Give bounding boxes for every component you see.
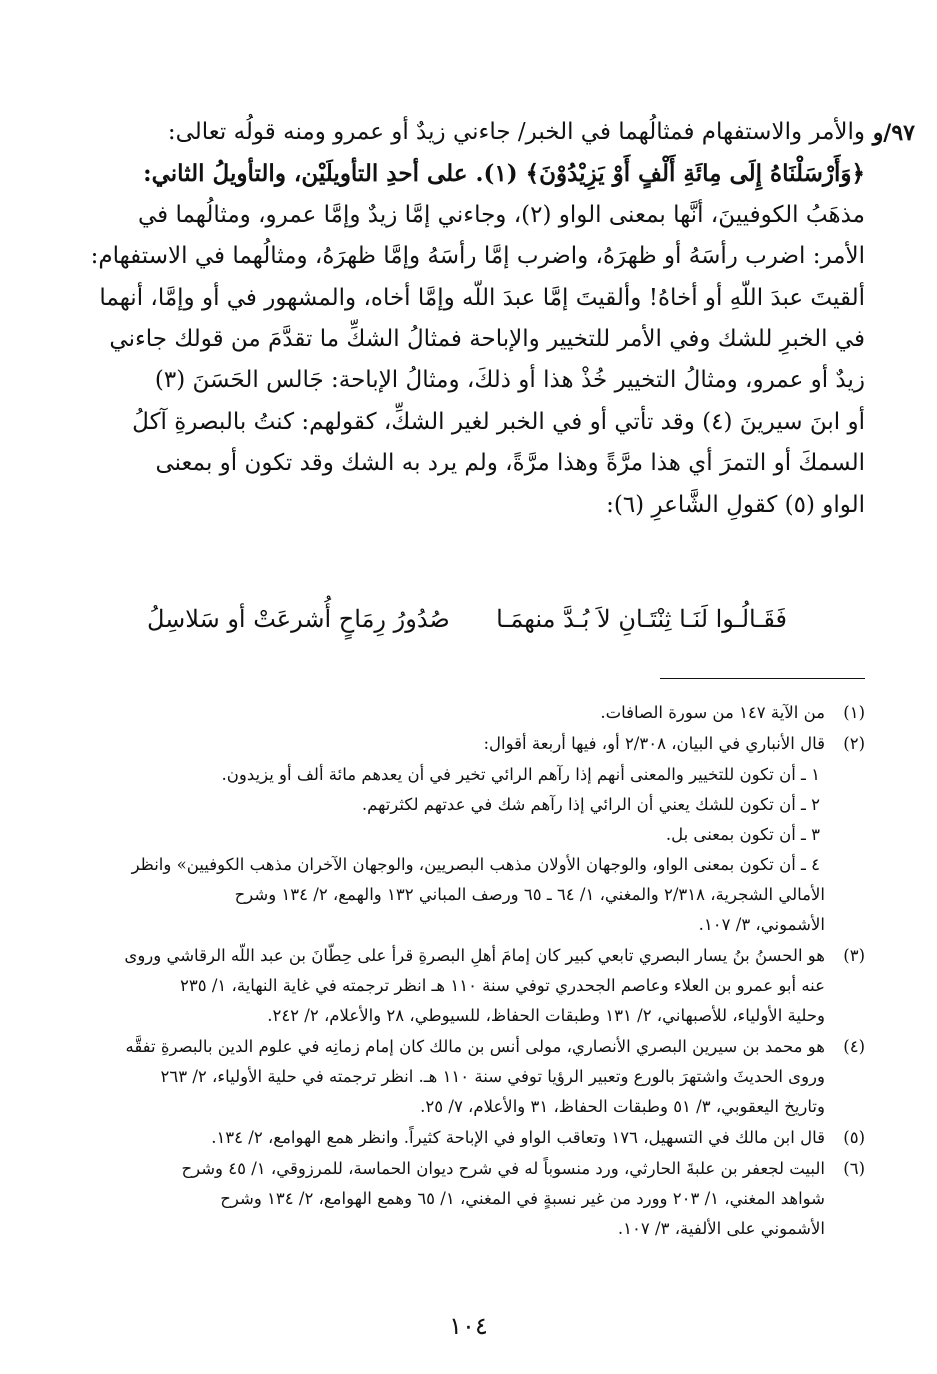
footnote-number: (٥) bbox=[843, 1128, 865, 1147]
footnote-line: قال ابن مالك في التسهيل، ١٧٦ وتعاقب الواو في الإباحة كثيراً. وانظر همع الهوامع، ٢/ ١٣٤. bbox=[211, 1128, 825, 1147]
footnote-line: هو محمد بن سيرين البصري الأنصاري، مولى أنس بن مالك كان إمام زمانِه في علوم الدين بالبصرةِ تفقَّه bbox=[125, 1037, 825, 1056]
footnote-list-item: ٣ ـ أن تكون بمعنى بل. bbox=[665, 825, 820, 844]
footnote-list-item: ٢ ـ أن تكون للشك يعني أن الرائي إذا رآهم شك في عدتهم لكثرتهم. bbox=[361, 795, 820, 814]
footnote-number: (٢) bbox=[843, 734, 865, 753]
footnote-list-item: ٤ ـ أن تكون بمعنى الواو، والوجهان الأولان مذهب البصريين، والوجهان الآخران مذهب الكوفيين» وانظر bbox=[131, 855, 820, 874]
main-text bbox=[85, 112, 865, 526]
body-line: السمكَ أو التمرَ أي هذا مرَّةً وهذا مرَّةً، ولم يرد به الشك وقد تكون أو بمعنى bbox=[155, 450, 865, 477]
footnote-line: قال الأنباري في البيان، ٢/٣٠٨ أو، فيها أربعة أقوال: bbox=[483, 734, 825, 753]
footnote-number: (١) bbox=[843, 703, 865, 722]
page-number: ١٠٤ bbox=[449, 1312, 488, 1340]
verse-second-hemistich: صُدُورُ رِمَاحٍ أُشرعَتْ أو سَلاسِلُ bbox=[147, 605, 450, 633]
body-line: ألقيتَ عبدَ اللّهِ أو أخاهُ! وألقيتَ إمَّا عبدَ اللّه وإمَّا أخاه، والمشهور في أو وإمَّا، أنهما bbox=[99, 284, 865, 311]
footnote-line: وروى الحديثَ واشتهرَ بالورع وتعبير الرؤيا توفي سنة ١١٠ هـ. انظر ترجمته في حلية الأولياء، ٢/ ٢٦٣ bbox=[160, 1067, 825, 1086]
body-line: والأمر والاستفهام فمثالُهما في الخبر/ جاءني زيدٌ أو عمرو ومنه قولُه تعالى: bbox=[167, 119, 865, 145]
footnote-2-items bbox=[75, 760, 865, 880]
body-line: مذهَبُ الكوفيينَ، أنَّها بمعنى الواو (٢)، وجاءني إمَّا زيدٌ وإمَّا عمرو، ومثالُهما في bbox=[138, 201, 865, 228]
footnote-6 bbox=[75, 1154, 865, 1244]
footnote-2 bbox=[75, 729, 865, 759]
verse-first-hemistich: فَقَـالُـوا لَنَـا ثِنْتَـانِ لاَ بُـدَّ منهمَـا bbox=[496, 605, 787, 633]
footnote-number: (٤) bbox=[843, 1037, 865, 1056]
body-line: في الخبرِ للشك وفي الأمر للتخيير والإباحة فمثالُ الشكِّ ما تقدَّمَ من قولك جاءني bbox=[109, 326, 865, 353]
body-line: أو ابنَ سيرينَ (٤) وقد تأتي أو في الخبر لغير الشكِّ، كقولهم: كنتُ بالبصرةِ آكلُ bbox=[132, 408, 865, 435]
footnote-line: وحلية الأولياء، للأصبهاني، ٢/ ١٣١ وطبقات الحفاظ، للسيوطي، ٢٨ والأعلام، ٢/ ٢٤٢. bbox=[267, 1006, 825, 1025]
footnote-line: البيت لجعفر بن علبةَ الحارثي، ورد منسوباً له في شرح ديوان الحماسة، للمرزوقي، ١/ ٤٥ وشرح bbox=[181, 1159, 825, 1178]
poetry-verse bbox=[147, 605, 787, 633]
footnote-separator bbox=[660, 678, 865, 679]
body-line: الأمر: اضرب رأسَهُ أو ظهرَهُ، واضرب إمَّا رأسَهُ وإمَّا ظهرَهُ، ومثالُهما في الاستفهام: bbox=[90, 243, 865, 270]
body-line-quran-verse: ﴿وَأَرْسَلْنَاهُ إِلَى مِائَةِ أَلْفٍ أَوْ يَزِيْدُوْنَ﴾ (١). على أحدِ التأويلَيْن، والتأويلُ الثاني: bbox=[143, 160, 865, 188]
footnote-number: (٣) bbox=[843, 946, 865, 965]
footnote-line: هو الحسنُ بنُ يسار البصري تابعي كبير كان إمامَ أهلِ البصرةِ قرأ على حِطّانَ بن عبد اللّه الرقاشي وروى bbox=[124, 946, 825, 965]
footnote-line: الأشموني، ٣/ ١٠٧. bbox=[698, 915, 825, 934]
footnote-2-continuation bbox=[75, 880, 865, 940]
footnote-5 bbox=[75, 1123, 865, 1153]
footnote-line: الأشموني على الألفية، ٣/ ١٠٧. bbox=[617, 1219, 825, 1238]
footnotes bbox=[75, 698, 865, 1245]
footnote-line: من الآية ١٤٧ من سورة الصافات. bbox=[600, 703, 825, 722]
footnote-line: عنه أبو عمرو بن العلاء وعاصم الجحدري توفي سنة ١١٠ هـ انظر ترجمته في غاية النهاية، ١/ ٢٣٥ bbox=[180, 976, 825, 995]
manuscript-folio-marker: ٩٧/و bbox=[872, 120, 915, 146]
footnote-line: الأمالي الشجرية، ٢/٣١٨ والمغني، ١/ ٦٤ ـ ٦٥ ورصف المباني ١٣٢ والهمع، ٢/ ١٣٤ وشرح bbox=[234, 885, 825, 904]
footnote-3 bbox=[75, 941, 865, 1031]
footnote-list-item: ١ ـ أن تكون للتخيير والمعنى أنهم إذا رآهم الرائي تخير في أن يعدهم مائة ألف أو يزيدون. bbox=[221, 765, 820, 784]
footnote-number: (٦) bbox=[843, 1159, 865, 1178]
body-line: الواو (٥) كقولِ الشَّاعرِ (٦): bbox=[606, 491, 865, 518]
body-line: زيدٌ أو عمرو، ومثالُ التخيير خُذْ هذا أو ذلكَ، ومثالُ الإباحة: جَالس الحَسَنَ (٣) bbox=[154, 367, 865, 394]
footnote-line: شواهد المغني، ١/ ٢٠٣ وورد من غير نسبةٍ في المغني، ١/ ٦٥ وهمع الهوامع، ٢/ ١٣٤ وشرح bbox=[220, 1189, 825, 1208]
footnote-line: وتاريخ اليعقوبي، ٣/ ٥١ وطبقات الحفاظ، ٣١ والأعلام، ٧/ ٢٥. bbox=[420, 1097, 825, 1116]
footnote-4 bbox=[75, 1032, 865, 1122]
footnote-1 bbox=[75, 698, 865, 728]
